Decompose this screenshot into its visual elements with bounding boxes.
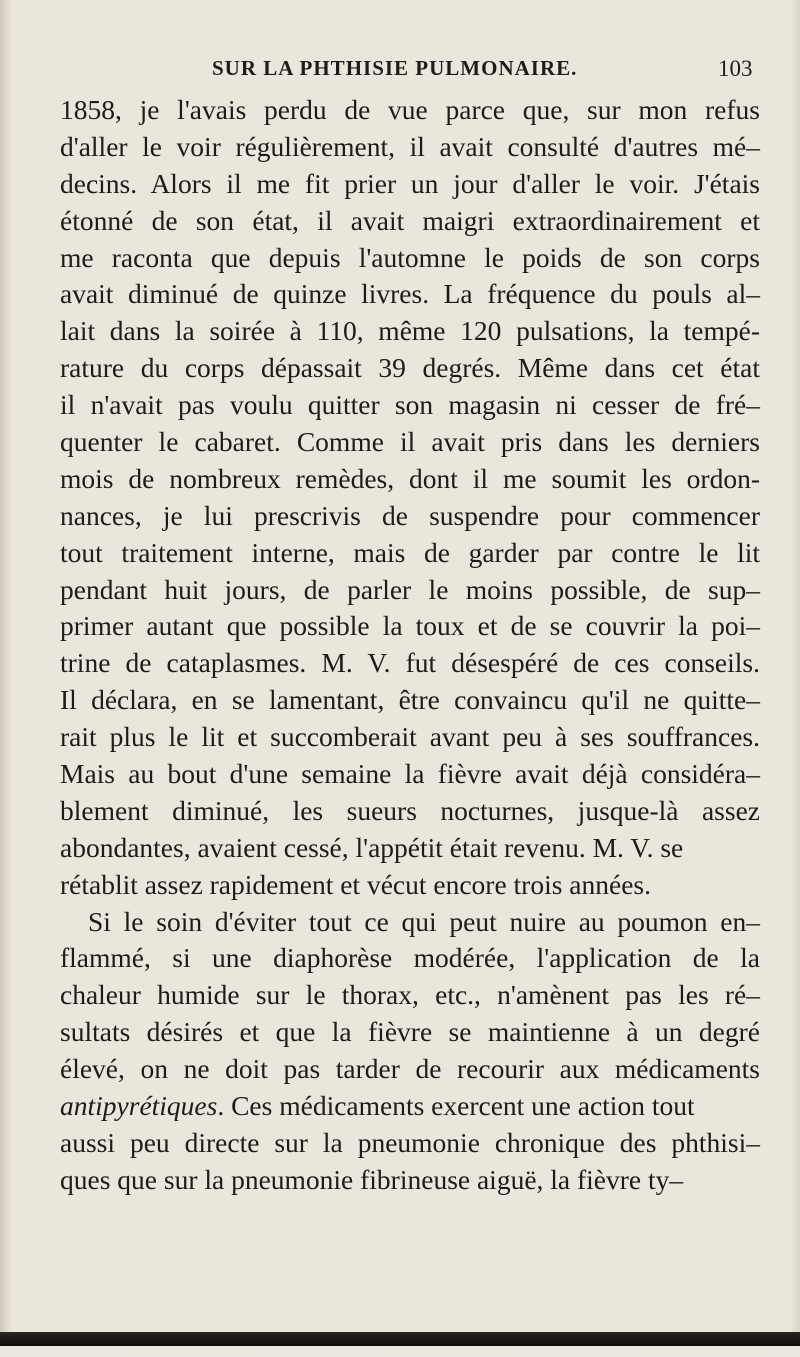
text-line: rait plus le lit et succomberait avant peu à ses souffrances.	[60, 721, 760, 753]
text-line: rétablit assez rapidement et vécut encore trois années.	[60, 868, 651, 900]
text-line	[60, 1088, 760, 1125]
text-line: quenter le cabaret. Comme il avait pris dans les derniers	[60, 426, 760, 458]
page-bottom-margin	[0, 1346, 800, 1357]
text-line: Mais au bout d'une semaine la fièvre avait déjà considéra–	[60, 758, 760, 790]
text-line: primer autant que possible la toux et de se couvrir la poi–	[60, 610, 760, 642]
italic-term: antipyrétiques	[60, 1090, 218, 1122]
text-line: 1858, je l'avais perdu de vue parce que, sur mon refus	[60, 94, 760, 125]
text-line: mois de nombreux remèdes, dont il me soumit les ordon-	[60, 462, 760, 494]
running-head	[0, 56, 800, 86]
text-line: rature du corps dépassait 39 degrés. Même dans cet état	[60, 352, 760, 384]
text-line: lait dans la soirée à 110, même 120 pulsations, la tempé-	[60, 315, 760, 347]
text-line: d'aller le voir régulièrement, il avait consulté d'autres mé–	[60, 130, 760, 162]
text-line: chaleur humide sur le thorax, etc., n'amènent pas les ré–	[60, 979, 760, 1011]
text-line: étonné de son état, il avait maigri extraordinairement et	[60, 204, 760, 236]
text-line: Si le soin d'éviter tout ce qui peut nuire au poumon en–	[88, 905, 760, 937]
text-line: Il déclara, en se lamentant, être convaincu qu'il ne quitte–	[60, 684, 760, 716]
page-bottom-edge	[0, 1332, 800, 1346]
text-line: pendant huit jours, de parler le moins possible, de sup–	[60, 573, 760, 605]
text-line: tout traitement interne, mais de garder par contre le lit	[60, 536, 760, 568]
text-line: blement diminué, les sueurs nocturnes, jusque-là assez	[60, 794, 760, 826]
text-line: flammé, si une diaphorèse modérée, l'application de la	[60, 942, 760, 974]
text-line: ques que sur la pneumonie fibrineuse aiguë, la fièvre ty–	[60, 1163, 684, 1195]
text-line: abondantes, avaient cessé, l'appétit était revenu. M. V. se	[60, 831, 684, 863]
text-line: aussi peu directe sur la pneumonie chronique des phthisi–	[60, 1126, 760, 1158]
text-line: decins. Alors il me fit prier un jour d'aller le voir. J'étais	[60, 167, 760, 199]
text-line: me raconta que depuis l'automne le poids de son corps	[60, 241, 760, 273]
text-line: trine de cataplasmes. M. V. fut désespéré de ces conseils.	[60, 647, 760, 679]
page-gutter-shadow	[0, 0, 12, 1357]
text-line-rest: . Ces médicaments exercent une action tout	[217, 1090, 695, 1122]
text-line: sultats désirés et que la fièvre se maintienne à un degré	[60, 1016, 760, 1048]
text-line: élevé, on ne doit pas tarder de recourir aux médicaments	[60, 1053, 760, 1085]
running-title: SUR LA PHTHISIE PULMONAIRE.	[212, 56, 578, 80]
body-text	[60, 92, 760, 1199]
text-line: nances, je lui prescrivis de suspendre pour commencer	[60, 499, 760, 531]
text-line: avait diminué de quinze livres. La fréquence du pouls al–	[60, 278, 760, 310]
page-number: 103	[718, 56, 753, 81]
text-line: il n'avait pas voulu quitter son magasin ni cesser de fré–	[60, 389, 760, 421]
page-edge	[790, 0, 800, 1357]
